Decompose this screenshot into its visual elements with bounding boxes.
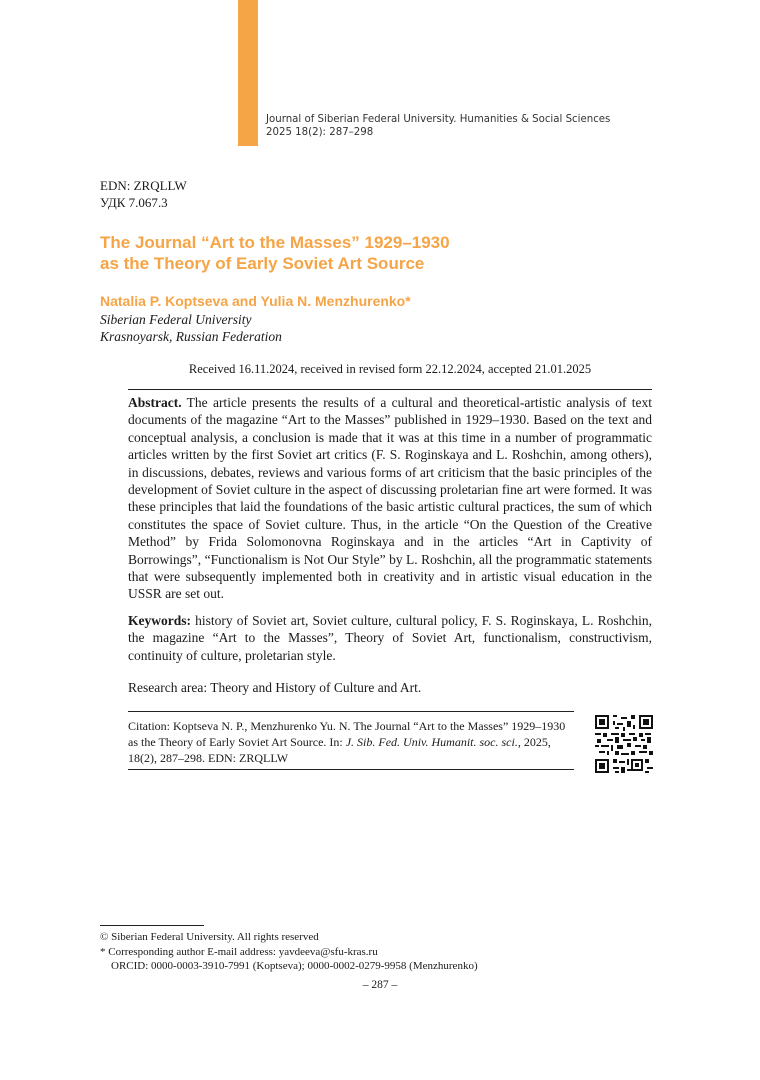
keywords-label: Keywords: xyxy=(128,613,191,628)
received-dates: Received 16.11.2024, received in revised form 22.12.2024, accepted 21.01.2025 xyxy=(188,362,592,376)
article-authors: Natalia P. Koptseva and Yulia N. Menzhurenko* xyxy=(100,293,411,309)
article-title xyxy=(100,232,660,274)
abstract-top-rule xyxy=(128,389,652,390)
article-identifiers xyxy=(100,177,187,211)
footnote-rule xyxy=(100,925,204,926)
citation-bottom-rule xyxy=(128,769,574,770)
qr-code-icon xyxy=(595,715,653,773)
title-line-1: The Journal “Art to the Masses” 1929–1930 xyxy=(100,233,450,252)
journal-name: Journal of Siberian Federal University. Humanities & Social Sciences xyxy=(266,114,611,125)
corresponding-author-note: * Corresponding author E-mail address: yavdeeva@sfu-kras.ru xyxy=(100,945,378,958)
udk-code: УДК 7.067.3 xyxy=(100,195,168,210)
citation-journal: J. Sib. Fed. Univ. Humanit. soc. sci. xyxy=(345,735,518,749)
header-accent-bar xyxy=(238,0,258,146)
citation-prefix: Citation: Koptseva N. P., Menzhurenko Yu. N. The Journal “Art to the Masses” 1929–1930 as the Theory of Early Soviet Art Source. In: xyxy=(128,719,566,749)
journal-issue: 2025 18(2): 287–298 xyxy=(266,127,374,138)
keywords xyxy=(128,612,652,664)
footnotes xyxy=(100,930,660,974)
page-number: – 287 – xyxy=(362,979,398,991)
affiliation xyxy=(100,311,282,345)
citation xyxy=(128,718,574,766)
title-line-2: as the Theory of Early Soviet Art Source xyxy=(100,254,425,273)
abstract-label: Abstract. xyxy=(128,395,182,410)
citation-top-rule xyxy=(128,711,574,712)
abstract-text: The article presents the results of a cultural and theoretical-artistic analysis of text documents of the magazine “Art to the Masses” published in 1929–1930. Based on the text and conceptual analysis, a conclusion is made that it was at this time in a number of programmatic articles written by the first Soviet art critics (F. S. Roginskaya and L. Roshchin, among others), in discussions, debates, reviews and various forms of art criticism that the basic principles of the development of Soviet culture in the aspect of discussing proletarian fine art were formed. It was these principles that laid the foundations of the basic artistic cultural practices, the sum of which constitutes the space of Soviet culture. Thus, in the article “On the Question of the Creative Method” by Frida Solomonovna Roginskaya and in the articles “Art in Captivity of Borrowings”, “Functionalism is Not Our Style” by L. Roshchin, all the programmatic statements that were subsequently implemented both in creativity and in artistic visual education in the USSR are set out. xyxy=(128,395,652,602)
copyright-note: © Siberian Federal University. All rights reserved xyxy=(100,931,319,943)
abstract xyxy=(128,394,652,603)
edn-code: EDN: ZRQLLW xyxy=(100,178,187,193)
journal-header xyxy=(266,113,610,139)
affiliation-university: Siberian Federal University xyxy=(100,312,252,327)
affiliation-location: Krasnoyarsk, Russian Federation xyxy=(100,329,282,344)
research-area: Research area: Theory and History of Culture and Art. xyxy=(128,680,422,695)
orcid-note: ORCID: 0000-0003-3910-7991 (Koptseva); 0000-0002-0279-9958 (Menzhurenko) xyxy=(111,960,478,972)
citation-suffix: , 2025, 18(2), 287–298. EDN: ZRQLLW xyxy=(128,735,551,765)
keywords-text: history of Soviet art, Soviet culture, cultural policy, F. S. Roginskaya, L. Roshchin, the magazine “Art to the Masses”, Theory of Soviet Art, functionalism, constructivism, continuity of culture, proletarian style. xyxy=(128,613,653,663)
